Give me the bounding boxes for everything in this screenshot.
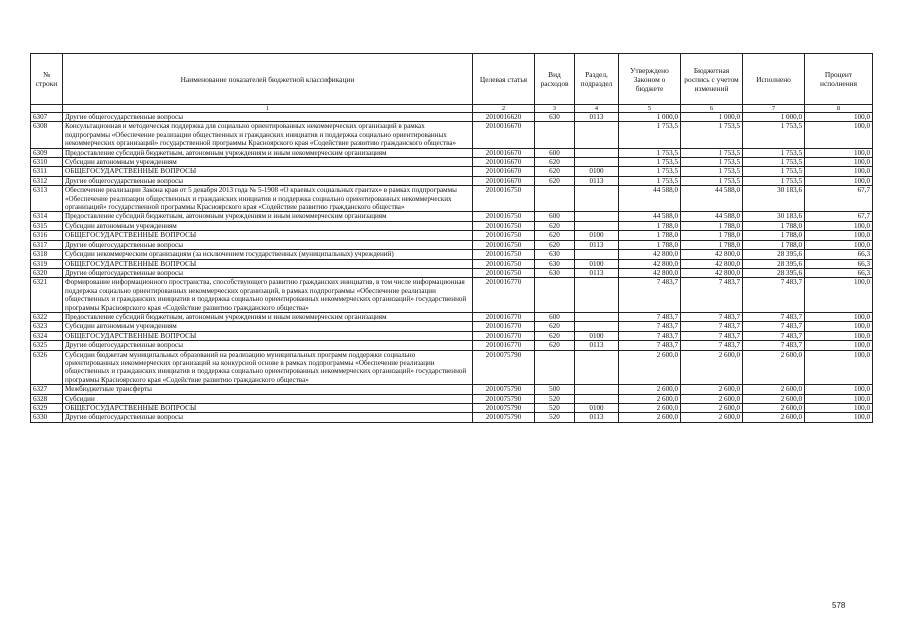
- executed-amount: 7 483,7: [743, 322, 805, 331]
- section-code: [575, 278, 619, 313]
- approved-amount: 1 000,0: [619, 113, 681, 122]
- target-article: 2010016670: [473, 148, 535, 157]
- execution-percent: 100,0: [805, 394, 873, 403]
- target-article: 2010016670: [473, 158, 535, 167]
- header-percent: Процент исполнения: [805, 54, 873, 105]
- row-number: 6329: [31, 404, 63, 413]
- indicator-name: Субсидии автономным учреждениям: [63, 221, 473, 230]
- approved-amount: 42 800,0: [619, 250, 681, 259]
- execution-percent: 100,0: [805, 341, 873, 350]
- indicator-name: Предоставление субсидий бюджетным, автономным учреждениям и иным некоммерческим организациям: [63, 312, 473, 321]
- table-row: [31, 113, 873, 122]
- executed-amount: 28 395,6: [743, 268, 805, 277]
- row-number: 6315: [31, 221, 63, 230]
- table-row: [31, 186, 873, 212]
- table-row: [31, 167, 873, 176]
- expense-type: 620: [535, 240, 575, 249]
- section-code: 0100: [575, 259, 619, 268]
- schedule-amount: 44 588,0: [681, 186, 743, 212]
- table-row: [31, 413, 873, 422]
- indicator-name: Субсидии автономным учреждениям: [63, 322, 473, 331]
- schedule-amount: 42 800,0: [681, 259, 743, 268]
- section-code: 0113: [575, 268, 619, 277]
- indicator-name: Субсидии автономным учреждениям: [63, 158, 473, 167]
- executed-amount: 1 753,5: [743, 167, 805, 176]
- approved-amount: 44 588,0: [619, 212, 681, 221]
- table-row: [31, 122, 873, 148]
- table-row: [31, 231, 873, 240]
- indicator-name: Другие общегосударственные вопросы: [63, 268, 473, 277]
- column-number: 5: [619, 105, 681, 113]
- column-number: 1: [63, 105, 473, 113]
- approved-amount: 7 483,7: [619, 331, 681, 340]
- execution-percent: 100,0: [805, 350, 873, 385]
- execution-percent: 100,0: [805, 385, 873, 394]
- row-number: 6310: [31, 158, 63, 167]
- table-row: [31, 212, 873, 221]
- execution-percent: 100,0: [805, 148, 873, 157]
- execution-percent: 100,0: [805, 404, 873, 413]
- row-number: 6314: [31, 212, 63, 221]
- executed-amount: 30 183,6: [743, 212, 805, 221]
- column-number: 3: [535, 105, 575, 113]
- table-row: [31, 259, 873, 268]
- column-number: 7: [743, 105, 805, 113]
- expense-type: 630: [535, 113, 575, 122]
- row-number: 6307: [31, 113, 63, 122]
- table-row: [31, 312, 873, 321]
- indicator-name: Консультационная и методическая поддержка для социально ориентированных некоммерческих организаций в рамках подпрограммы «Обеспечение реализации общественных и гражданских инициатив и поддержка социально ориентированных некоммерческих организаций» государственной программы Красноярского края «Содействие развитию гражданского общества»: [63, 122, 473, 148]
- execution-percent: 100,0: [805, 122, 873, 148]
- header-section: Раздел, подраздел: [575, 54, 619, 105]
- target-article: 2010075790: [473, 385, 535, 394]
- executed-amount: 7 483,7: [743, 278, 805, 313]
- schedule-amount: 2 600,0: [681, 404, 743, 413]
- table-row: [31, 385, 873, 394]
- expense-type: 620: [535, 167, 575, 176]
- executed-amount: 1 753,5: [743, 122, 805, 148]
- target-article: 2010016770: [473, 312, 535, 321]
- row-number: 6328: [31, 394, 63, 403]
- table-row: [31, 350, 873, 385]
- indicator-name: Предоставление субсидий бюджетным, автономным учреждениям и иным некоммерческим организациям: [63, 148, 473, 157]
- target-article: 2010016750: [473, 221, 535, 230]
- indicator-name: Обеспечение реализации Закона края от 5 декабря 2013 года № 5-1908 «О краевых социальных грантах» в рамках подпрограммы «Обеспечение реализации общественных и гражданских инициатив и поддержка социально ориентированных некоммерческих организаций» государственной программы Красноярского края «Содействие развитию гражданского общества»: [63, 186, 473, 212]
- target-article: 2010016750: [473, 250, 535, 259]
- executed-amount: 1 788,0: [743, 231, 805, 240]
- expense-type: [535, 122, 575, 148]
- target-article: 2010016670: [473, 122, 535, 148]
- execution-percent: 100,0: [805, 221, 873, 230]
- expense-type: 520: [535, 404, 575, 413]
- expense-type: 600: [535, 312, 575, 321]
- indicator-name: Межбюджетные трансферты: [63, 385, 473, 394]
- section-code: [575, 312, 619, 321]
- column-numbers-row: [31, 105, 873, 113]
- row-number: 6308: [31, 122, 63, 148]
- header-executed: Исполнено: [743, 54, 805, 105]
- row-number: 6323: [31, 322, 63, 331]
- execution-percent: 66,3: [805, 259, 873, 268]
- approved-amount: 7 483,7: [619, 312, 681, 321]
- header-row-no: № строки: [31, 54, 63, 105]
- expense-type: 520: [535, 413, 575, 422]
- expense-type: [535, 186, 575, 212]
- approved-amount: 2 600,0: [619, 404, 681, 413]
- approved-amount: 1 788,0: [619, 231, 681, 240]
- table-row: [31, 250, 873, 259]
- indicator-name: Субсидии некоммерческим организациям (за исключением государственных (муниципальных) учреждений): [63, 250, 473, 259]
- executed-amount: 1 753,5: [743, 158, 805, 167]
- target-article: 2010016770: [473, 278, 535, 313]
- approved-amount: 1 788,0: [619, 221, 681, 230]
- indicator-name: ОБЩЕГОСУДАРСТВЕННЫЕ ВОПРОСЫ: [63, 404, 473, 413]
- target-article: 2010075790: [473, 413, 535, 422]
- indicator-name: Другие общегосударственные вопросы: [63, 176, 473, 185]
- approved-amount: 42 800,0: [619, 268, 681, 277]
- approved-amount: 2 600,0: [619, 413, 681, 422]
- section-code: [575, 350, 619, 385]
- executed-amount: 7 483,7: [743, 341, 805, 350]
- schedule-amount: 7 483,7: [681, 331, 743, 340]
- table-row: [31, 331, 873, 340]
- row-number: 6318: [31, 250, 63, 259]
- approved-amount: 7 483,7: [619, 278, 681, 313]
- expense-type: 620: [535, 341, 575, 350]
- execution-percent: 100,0: [805, 167, 873, 176]
- indicator-name: Субсидии бюджетам муниципальных образований на реализацию муниципальных программ поддержки социально ориентированных некоммерческих организаций на конкурсной основе в рамках подпрограммы «Обеспечение реализации общественных и гражданских инициатив и поддержка социально ориентированных некоммерческих организаций» государственной программы Красноярского края «Содействие развитию гражданского общества»: [63, 350, 473, 385]
- indicator-name: Предоставление субсидий бюджетным, автономным учреждениям и иным некоммерческим организациям: [63, 212, 473, 221]
- section-code: [575, 221, 619, 230]
- target-article: 2010016750: [473, 212, 535, 221]
- row-number: 6325: [31, 341, 63, 350]
- schedule-amount: 2 600,0: [681, 350, 743, 385]
- executed-amount: 2 600,0: [743, 350, 805, 385]
- indicator-name: Другие общегосударственные вопросы: [63, 341, 473, 350]
- executed-amount: 30 183,6: [743, 186, 805, 212]
- expense-type: 620: [535, 231, 575, 240]
- approved-amount: 7 483,7: [619, 322, 681, 331]
- executed-amount: 2 600,0: [743, 394, 805, 403]
- section-code: [575, 212, 619, 221]
- section-code: [575, 158, 619, 167]
- expense-type: 620: [535, 322, 575, 331]
- table-row: [31, 278, 873, 313]
- header-name: Наименование показателей бюджетной классификации: [63, 54, 473, 105]
- expense-type: 630: [535, 250, 575, 259]
- column-number: 6: [681, 105, 743, 113]
- execution-percent: 67,7: [805, 212, 873, 221]
- section-code: [575, 322, 619, 331]
- schedule-amount: 42 800,0: [681, 268, 743, 277]
- target-article: 2010016770: [473, 331, 535, 340]
- schedule-amount: 7 483,7: [681, 322, 743, 331]
- expense-type: [535, 350, 575, 385]
- indicator-name: ОБЩЕГОСУДАРСТВЕННЫЕ ВОПРОСЫ: [63, 231, 473, 240]
- section-code: [575, 385, 619, 394]
- execution-percent: 100,0: [805, 413, 873, 422]
- table-row: [31, 341, 873, 350]
- target-article: 2010016670: [473, 176, 535, 185]
- expense-type: 630: [535, 259, 575, 268]
- row-number: 6324: [31, 331, 63, 340]
- indicator-name: Формирование информационного пространства, способствующего развитию гражданских инициатив, в том числе информационная поддержка социально ориентированных некоммерческих организаций, в рамках подпрограммы «Обеспечение реализации общественных и гражданских инициатив и поддержка социально ориентированных некоммерческих организаций» государственной программы Красноярского края «Содействие развитию гражданского общества»: [63, 278, 473, 313]
- row-number: 6316: [31, 231, 63, 240]
- target-article: 2010075790: [473, 404, 535, 413]
- column-number: [31, 105, 63, 113]
- approved-amount: 1 753,5: [619, 176, 681, 185]
- target-article: 2010016750: [473, 259, 535, 268]
- section-code: 0113: [575, 341, 619, 350]
- executed-amount: 1 788,0: [743, 240, 805, 249]
- execution-percent: 100,0: [805, 231, 873, 240]
- target-article: 2010075790: [473, 350, 535, 385]
- indicator-name: Другие общегосударственные вопросы: [63, 113, 473, 122]
- row-number: 6327: [31, 385, 63, 394]
- row-number: 6330: [31, 413, 63, 422]
- execution-percent: 67,7: [805, 186, 873, 212]
- schedule-amount: 44 588,0: [681, 212, 743, 221]
- approved-amount: 1 753,5: [619, 148, 681, 157]
- schedule-amount: 42 800,0: [681, 250, 743, 259]
- section-code: 0113: [575, 240, 619, 249]
- approved-amount: 42 800,0: [619, 259, 681, 268]
- approved-amount: 44 588,0: [619, 186, 681, 212]
- approved-amount: 2 600,0: [619, 385, 681, 394]
- indicator-name: ОБЩЕГОСУДАРСТВЕННЫЕ ВОПРОСЫ: [63, 331, 473, 340]
- table-row: [31, 158, 873, 167]
- row-number: 6326: [31, 350, 63, 385]
- expense-type: 630: [535, 268, 575, 277]
- section-code: 0100: [575, 167, 619, 176]
- execution-percent: 100,0: [805, 322, 873, 331]
- section-code: 0100: [575, 331, 619, 340]
- executed-amount: 7 483,7: [743, 331, 805, 340]
- section-code: [575, 122, 619, 148]
- approved-amount: 7 483,7: [619, 341, 681, 350]
- approved-amount: 2 600,0: [619, 350, 681, 385]
- row-number: 6312: [31, 176, 63, 185]
- section-code: [575, 250, 619, 259]
- target-article: 2010016750: [473, 186, 535, 212]
- executed-amount: 1 753,5: [743, 148, 805, 157]
- execution-percent: 100,0: [805, 312, 873, 321]
- schedule-amount: 2 600,0: [681, 394, 743, 403]
- header-row: [31, 54, 873, 105]
- execution-percent: 100,0: [805, 176, 873, 185]
- table-row: [31, 268, 873, 277]
- row-number: 6321: [31, 278, 63, 313]
- schedule-amount: 1 788,0: [681, 221, 743, 230]
- row-number: 6311: [31, 167, 63, 176]
- approved-amount: 1 753,5: [619, 167, 681, 176]
- expense-type: 600: [535, 148, 575, 157]
- indicator-name: Субсидии: [63, 394, 473, 403]
- execution-percent: 100,0: [805, 240, 873, 249]
- executed-amount: 1 753,5: [743, 176, 805, 185]
- schedule-amount: 1 753,5: [681, 122, 743, 148]
- executed-amount: 28 395,6: [743, 250, 805, 259]
- executed-amount: 1 000,0: [743, 113, 805, 122]
- target-article: 2010016770: [473, 341, 535, 350]
- table-row: [31, 240, 873, 249]
- target-article: 2010016770: [473, 322, 535, 331]
- expense-type: 620: [535, 176, 575, 185]
- indicator-name: ОБЩЕГОСУДАРСТВЕННЫЕ ВОПРОСЫ: [63, 259, 473, 268]
- table-row: [31, 404, 873, 413]
- target-article: 2010016750: [473, 268, 535, 277]
- executed-amount: 2 600,0: [743, 385, 805, 394]
- execution-percent: 100,0: [805, 113, 873, 122]
- budget-table: [30, 53, 873, 423]
- section-code: [575, 394, 619, 403]
- target-article: 2010016750: [473, 240, 535, 249]
- expense-type: [535, 278, 575, 313]
- execution-percent: 66,3: [805, 250, 873, 259]
- schedule-amount: 1 753,5: [681, 167, 743, 176]
- section-code: [575, 148, 619, 157]
- execution-percent: 66,3: [805, 268, 873, 277]
- table-row: [31, 176, 873, 185]
- target-article: 2010016620: [473, 113, 535, 122]
- table-row: [31, 148, 873, 157]
- expense-type: 620: [535, 158, 575, 167]
- target-article: 2010016750: [473, 231, 535, 240]
- execution-percent: 100,0: [805, 331, 873, 340]
- section-code: 0100: [575, 404, 619, 413]
- header-expense-type: Вид расходов: [535, 54, 575, 105]
- execution-percent: 100,0: [805, 278, 873, 313]
- section-code: 0113: [575, 176, 619, 185]
- schedule-amount: 1 753,5: [681, 158, 743, 167]
- column-number: 4: [575, 105, 619, 113]
- table-body: [31, 113, 873, 423]
- target-article: 2010016670: [473, 167, 535, 176]
- schedule-amount: 1 000,0: [681, 113, 743, 122]
- row-number: 6309: [31, 148, 63, 157]
- schedule-amount: 7 483,7: [681, 341, 743, 350]
- expense-type: 620: [535, 221, 575, 230]
- expense-type: 500: [535, 385, 575, 394]
- indicator-name: Другие общегосударственные вопросы: [63, 240, 473, 249]
- schedule-amount: 1 788,0: [681, 240, 743, 249]
- section-code: 0100: [575, 231, 619, 240]
- header-target-article: Целевая статья: [473, 54, 535, 105]
- budget-report-page: [30, 53, 872, 423]
- executed-amount: 2 600,0: [743, 404, 805, 413]
- row-number: 6313: [31, 186, 63, 212]
- approved-amount: 1 753,5: [619, 122, 681, 148]
- target-article: 2010075790: [473, 394, 535, 403]
- executed-amount: 28 395,6: [743, 259, 805, 268]
- indicator-name: Другие общегосударственные вопросы: [63, 413, 473, 422]
- expense-type: 600: [535, 212, 575, 221]
- section-code: 0113: [575, 113, 619, 122]
- execution-percent: 100,0: [805, 158, 873, 167]
- executed-amount: 7 483,7: [743, 312, 805, 321]
- row-number: 6319: [31, 259, 63, 268]
- table-row: [31, 394, 873, 403]
- approved-amount: 2 600,0: [619, 394, 681, 403]
- row-number: 6322: [31, 312, 63, 321]
- schedule-amount: 7 483,7: [681, 312, 743, 321]
- schedule-amount: 2 600,0: [681, 413, 743, 422]
- section-code: 0113: [575, 413, 619, 422]
- executed-amount: 2 600,0: [743, 413, 805, 422]
- column-number: 2: [473, 105, 535, 113]
- table-row: [31, 322, 873, 331]
- header-approved: Утверждено Законом о бюджете: [619, 54, 681, 105]
- row-number: 6320: [31, 268, 63, 277]
- schedule-amount: 2 600,0: [681, 385, 743, 394]
- table-row: [31, 221, 873, 230]
- indicator-name: ОБЩЕГОСУДАРСТВЕННЫЕ ВОПРОСЫ: [63, 167, 473, 176]
- executed-amount: 1 788,0: [743, 221, 805, 230]
- schedule-amount: 1 753,5: [681, 176, 743, 185]
- schedule-amount: 1 788,0: [681, 231, 743, 240]
- expense-type: 520: [535, 394, 575, 403]
- page-number: 578: [832, 601, 846, 610]
- schedule-amount: 1 753,5: [681, 148, 743, 157]
- expense-type: 620: [535, 331, 575, 340]
- header-schedule: Бюджетная роспись с учетом изменений: [681, 54, 743, 105]
- approved-amount: 1 753,5: [619, 158, 681, 167]
- row-number: 6317: [31, 240, 63, 249]
- schedule-amount: 7 483,7: [681, 278, 743, 313]
- column-number: 8: [805, 105, 873, 113]
- approved-amount: 1 788,0: [619, 240, 681, 249]
- section-code: [575, 186, 619, 212]
